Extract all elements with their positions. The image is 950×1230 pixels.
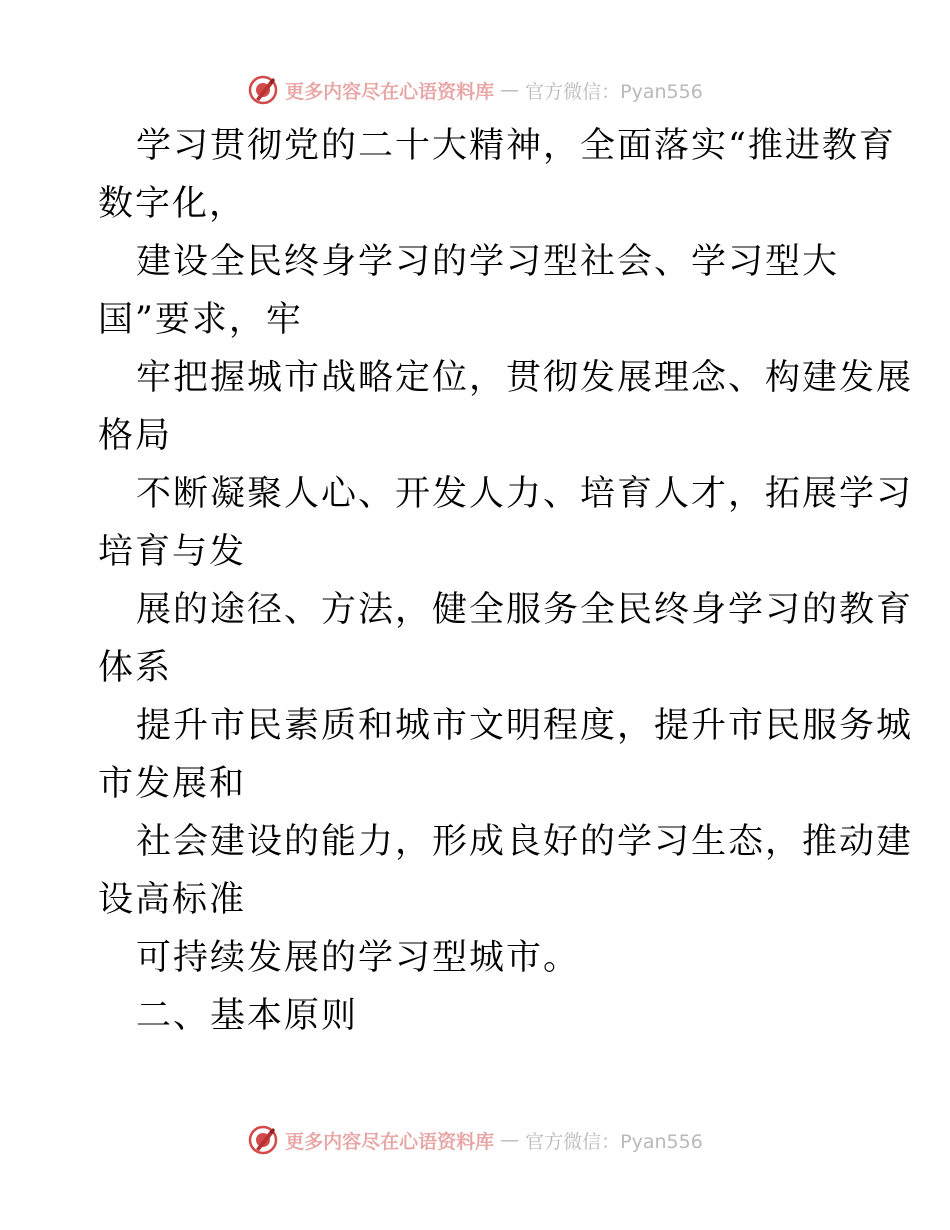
- paragraph-line: 市发展和: [98, 764, 247, 804]
- document-body: [98, 117, 914, 1045]
- watermark-separator: —: [500, 79, 520, 101]
- paragraph-line: 提升市民素质和城市文明程度，提升市民服务城: [136, 706, 914, 746]
- footer-watermark: [0, 1120, 950, 1160]
- paragraph-line: 数字化，: [98, 184, 247, 224]
- watermark-text: 更多内容尽在心语资料库: [285, 80, 495, 103]
- paragraph-line: 不断凝聚人心、开发人力、培育人才，拓展学习: [136, 474, 914, 514]
- pen-circle-logo-icon: [247, 74, 279, 106]
- paragraph-line: 二、基本原则: [136, 996, 359, 1036]
- header-watermark: [0, 70, 950, 110]
- paragraph-line: 格局: [98, 416, 173, 456]
- paragraph-line: 体系: [98, 648, 173, 688]
- paragraph-line: 展的途径、方法，健全服务全民终身学习的教育: [136, 590, 914, 630]
- paragraph-line: 社会建设的能力，形成良好的学习生态，推动建: [136, 822, 914, 862]
- watermark-text: 更多内容尽在心语资料库: [285, 1130, 495, 1153]
- paragraph-line: 培育与发: [98, 532, 247, 572]
- watermark-contact: 官方微信：Pyan556: [525, 80, 703, 103]
- paragraph-line: 学习贯彻党的二十大精神，全面落实“推进教育: [136, 126, 896, 166]
- pen-circle-logo-icon: [247, 1124, 279, 1156]
- watermark-contact: 官方微信：Pyan556: [525, 1130, 703, 1153]
- paragraph-line: 建设全民终身学习的学习型社会、学习型大: [136, 242, 840, 282]
- watermark-separator: —: [500, 1129, 520, 1151]
- paragraph-line: 国”要求，牢: [98, 300, 303, 340]
- paragraph-line: 牢把握城市战略定位，贯彻发展理念、构建发展: [136, 358, 914, 398]
- paragraph-line: 可持续发展的学习型城市。: [136, 938, 581, 978]
- paragraph-line: 设高标准: [98, 880, 247, 920]
